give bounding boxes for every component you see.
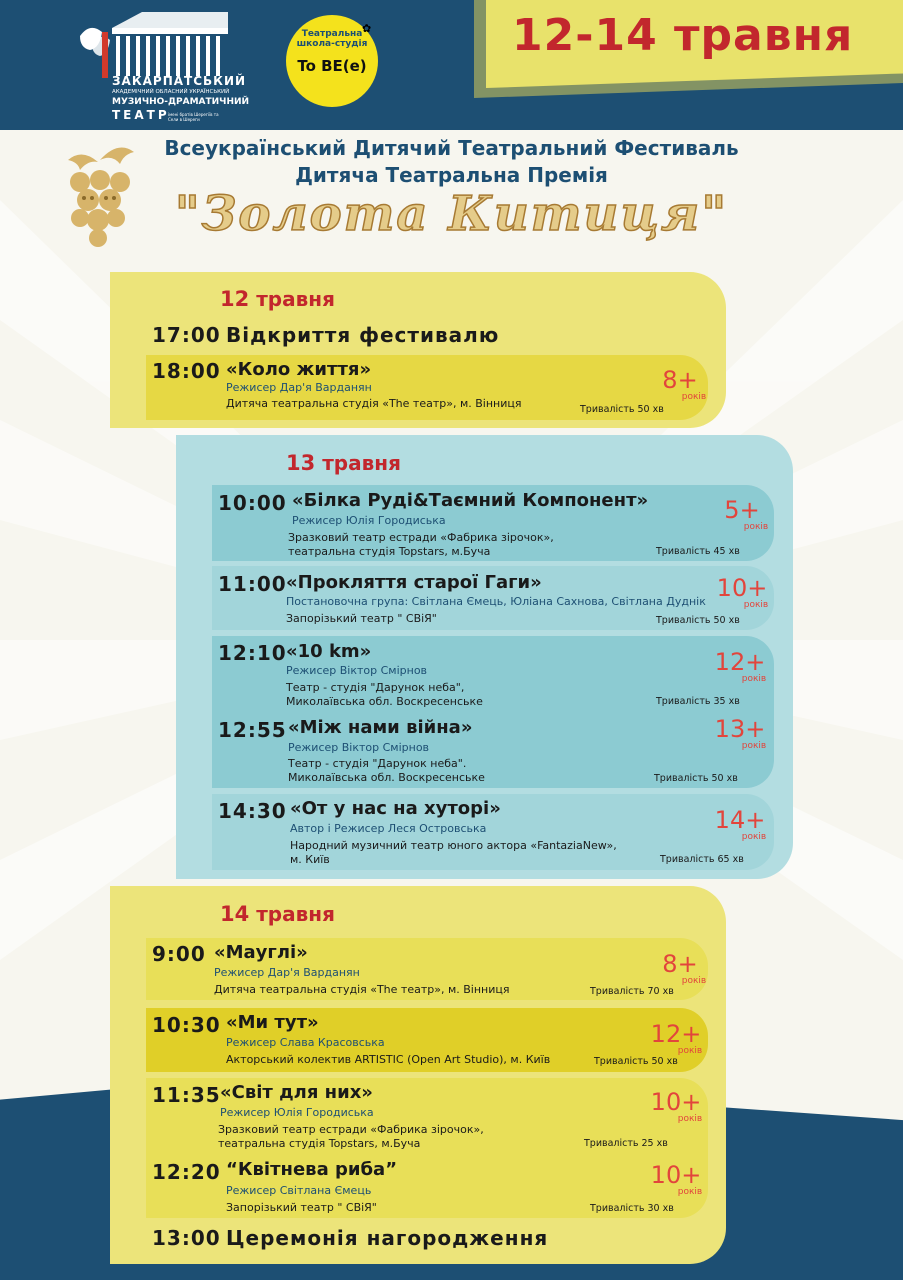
event-title: «Прокляття старої Гаги» — [286, 572, 542, 593]
event-org: Дитяча театральна студія «The театр», м. Вінниця — [214, 983, 510, 996]
event-title: «От у нас на хуторі» — [290, 798, 501, 819]
day-number: 12 — [220, 287, 250, 311]
age-value: 12+ — [650, 1020, 702, 1048]
event-time: 9:00 — [152, 942, 206, 966]
event-org — [288, 757, 485, 785]
day-month: травня — [256, 902, 335, 926]
age-unit: років — [741, 674, 767, 684]
age-value: 8+ — [662, 950, 698, 978]
event-director: Режисер Віктор Смірнов — [286, 664, 428, 677]
theatre-logo-line2: АКАДЕМІЧНИЙ ОБЛАСНИЙ УКРАЇНСЬКИЙ — [112, 89, 230, 95]
festival-dates: 12-14 травня — [512, 10, 854, 61]
event-time: 12:20 — [152, 1160, 221, 1184]
event-title: «Між нами війна» — [288, 717, 473, 738]
event-time: 11:00 — [218, 572, 287, 596]
age-rating — [712, 498, 772, 532]
event-title: «Коло життя» — [226, 359, 372, 380]
event-duration: Тривалість 30 хв — [590, 1203, 674, 1214]
event-duration: Тривалість 35 хв — [656, 696, 740, 707]
age-rating — [712, 576, 772, 610]
age-rating — [650, 368, 710, 402]
event-director: Автор і Режисер Леся Островська — [290, 822, 487, 835]
age-unit: років — [677, 1114, 703, 1124]
age-rating — [710, 650, 770, 684]
event-director: Постановочна група: Світлана Ємець, Юліана Сахнова, Світлана Дуднік — [286, 595, 706, 608]
event-duration: Тривалість 50 хв — [656, 615, 740, 626]
event-org: Акторський колектив ARTISTIC (Open Art Studio), м. Київ — [226, 1053, 551, 1066]
org-line: Народний музичний театр юного актора «FantaziaNew», — [290, 839, 617, 852]
event-org — [218, 1123, 484, 1151]
org-line: театральна студія Topstars, м.Буча — [288, 545, 491, 558]
event-title: «Ми тут» — [226, 1012, 319, 1033]
event-duration: Тривалість 45 хв — [656, 546, 740, 557]
event-director: Режисер Юлія Городиська — [220, 1106, 374, 1119]
day-number: 14 — [220, 902, 250, 926]
event-duration: Тривалість 70 хв — [590, 986, 674, 997]
theatre-logo-small: імені братів Шерегіїв та Сели в Шереги — [168, 112, 219, 122]
age-unit: років — [741, 741, 767, 751]
age-unit: років — [677, 1046, 703, 1056]
event-time: 14:30 — [218, 799, 287, 823]
age-unit: років — [681, 976, 707, 986]
age-value: 13+ — [714, 715, 766, 743]
org-line: Зразковий театр естради «Фабрика зірочок», — [218, 1123, 484, 1136]
age-unit: років — [681, 392, 707, 402]
event-time: 18:00 — [152, 359, 221, 383]
event-title: «Мауглі» — [214, 942, 308, 963]
day-month: травня — [256, 287, 335, 311]
age-rating — [650, 952, 710, 986]
age-value: 10+ — [650, 1088, 702, 1116]
event-title: «10 km» — [286, 641, 372, 662]
org-line: Театр - студія "Дарунок неба". — [288, 757, 467, 770]
org-line: м. Київ — [290, 853, 330, 866]
school-logo-name: To BE(e) — [297, 57, 367, 75]
event-title: “Квітнева риба” — [226, 1159, 398, 1180]
day-number: 13 — [286, 451, 316, 475]
age-value: 8+ — [662, 366, 698, 394]
age-rating — [646, 1163, 706, 1197]
event-org: Запорізький театр " СВіЯ" — [286, 612, 437, 625]
event-duration: Тривалість 65 хв — [660, 854, 744, 865]
age-rating — [710, 808, 770, 842]
event-time: 10:00 — [218, 491, 287, 515]
event-time: 13:00 — [152, 1226, 221, 1250]
event-time: 11:35 — [152, 1083, 221, 1107]
org-line: Зразковий театр естради «Фабрика зірочок», — [288, 531, 554, 544]
event-director: Режисер Світлана Ємець — [226, 1184, 372, 1197]
event-time: 17:00 — [152, 323, 221, 347]
event-director: Режисер Дар'я Варданян — [226, 381, 372, 394]
festival-name: "Золота Китиця" — [174, 186, 729, 242]
event-duration: Тривалість 25 хв — [584, 1138, 668, 1149]
event-org — [290, 839, 617, 867]
age-value: 10+ — [650, 1161, 702, 1189]
school-logo-line1: Театральна — [301, 29, 363, 39]
event-time: 10:30 — [152, 1013, 221, 1037]
org-line: театральна студія Topstars, м.Буча — [218, 1137, 421, 1150]
event-title: «Білка Руді&Таємний Компонент» — [292, 490, 649, 511]
grapes-masks-icon — [60, 140, 138, 250]
theatre-logo-line4: ТЕАТР — [112, 108, 170, 122]
event-duration: Тривалість 50 хв — [654, 773, 738, 784]
event-time: 12:10 — [218, 641, 287, 665]
event-title: «Світ для них» — [220, 1082, 373, 1103]
age-unit: років — [743, 522, 769, 532]
age-rating — [646, 1090, 706, 1124]
event-org — [286, 681, 483, 709]
festival-line2: Дитяча Театральна Премія — [295, 163, 608, 187]
event-director: Режисер Віктор Смірнов — [288, 741, 430, 754]
event-title: Церемонія нагородження — [226, 1226, 549, 1250]
age-rating — [646, 1022, 706, 1056]
event-duration: Тривалість 50 хв — [580, 404, 664, 415]
org-line: Миколаївська обл. Воскресенське — [288, 771, 485, 784]
org-line: Театр - студія "Дарунок неба", — [286, 681, 465, 694]
day-month: травня — [322, 451, 401, 475]
age-rating — [710, 717, 770, 751]
age-unit: років — [741, 832, 767, 842]
age-value: 14+ — [714, 806, 766, 834]
event-org: Дитяча театральна студія «The театр», м. Вінниця — [226, 397, 522, 410]
age-value: 5+ — [724, 496, 760, 524]
age-unit: років — [743, 600, 769, 610]
event-org: Запорізький театр " СВіЯ" — [226, 1201, 377, 1214]
theatre-logo-line1: ЗАКАРПАТСЬКИЙ — [112, 74, 247, 88]
event-title: Відкриття фестивалю — [226, 323, 500, 347]
event-time: 12:55 — [218, 718, 287, 742]
org-line: Миколаївська обл. Воскресенське — [286, 695, 483, 708]
event-director: Режисер Слава Красовська — [226, 1036, 385, 1049]
school-logo-line2: школа-студія — [296, 39, 368, 49]
day-label-13 — [286, 451, 401, 475]
bee-icon: ✿ — [362, 22, 372, 35]
festival-line1: Всеукраїнський Дитячий Театральний Фестиваль — [164, 136, 739, 160]
event-org — [288, 531, 554, 559]
day-label-12 — [220, 287, 335, 311]
age-value: 12+ — [714, 648, 766, 676]
theatre-logo-line3: МУЗИЧНО-ДРАМАТИЧНИЙ — [112, 97, 250, 107]
age-value: 10+ — [716, 574, 768, 602]
event-duration: Тривалість 50 хв — [594, 1056, 678, 1067]
age-unit: років — [677, 1187, 703, 1197]
event-director: Режисер Дар'я Варданян — [214, 966, 360, 979]
theatre-building-icon — [72, 6, 234, 78]
event-director: Режисер Юлія Городиська — [292, 514, 446, 527]
day-label-14 — [220, 902, 335, 926]
